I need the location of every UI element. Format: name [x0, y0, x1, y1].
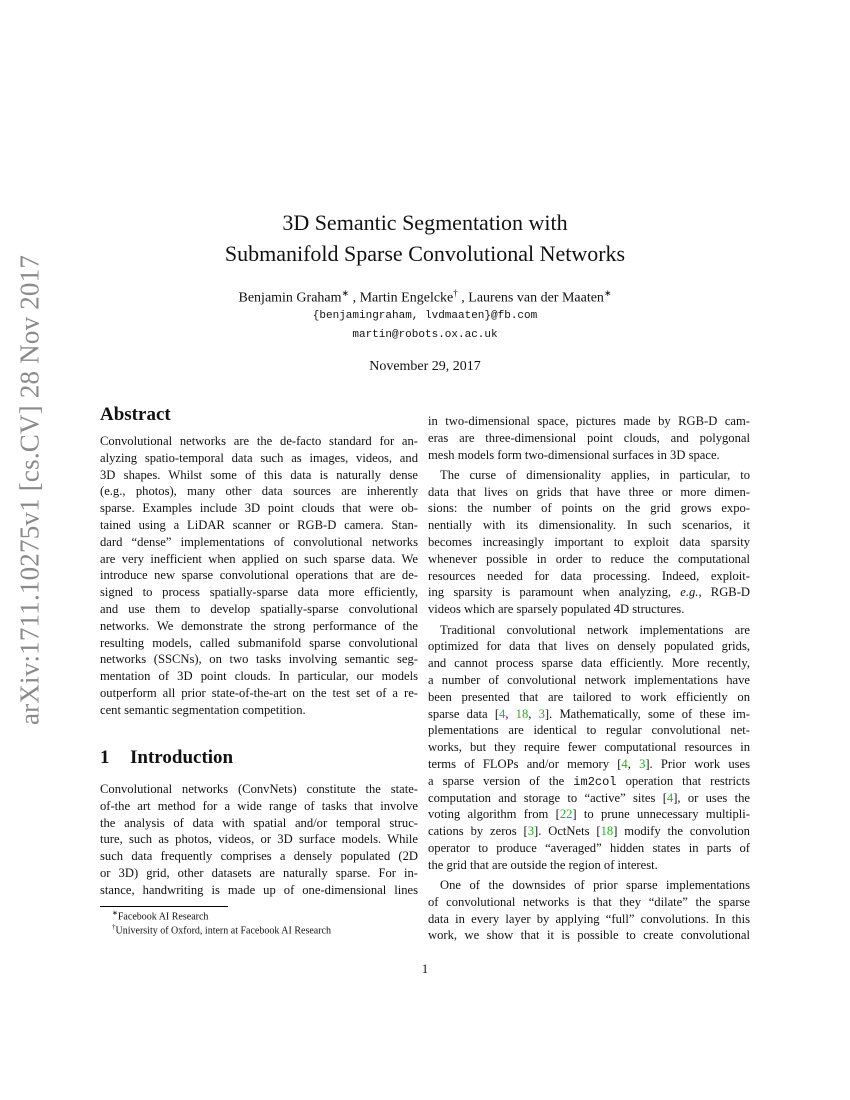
text-segment: Traditional convolutional network implementations are	[440, 622, 750, 637]
text-segment: operator to produce “averaged” hidden states in parts of	[428, 840, 750, 855]
text-line: (e.g., photos), many other data sources are inherently	[100, 484, 418, 499]
text-segment: voting algorithm from [	[428, 807, 560, 822]
italic-text: e.g.	[680, 585, 699, 600]
text-segment: operation that restricts	[616, 773, 750, 788]
text-line: tained using a LiDAR scanner or RGB-D camera. Stan-	[100, 517, 418, 532]
text-line	[428, 517, 750, 534]
text-segment: sparse data [	[428, 706, 500, 721]
text-segment: in two-dimensional space, pictures made by RGB-D cam-	[428, 414, 750, 428]
author-name: Benjamin Graham	[238, 290, 342, 306]
citation-link[interactable]: 18	[515, 706, 529, 721]
text-line	[428, 601, 750, 618]
footnote	[112, 923, 331, 936]
text-segment: ing sparsity is paramount when analyzing,	[428, 585, 681, 600]
text-segment: terms of FLOPs and/or memory [	[428, 756, 622, 771]
introduction-left-column	[100, 781, 418, 899]
citation-link[interactable]: 3	[527, 824, 534, 839]
text-line	[428, 467, 750, 484]
text-line: such data frequently comprises a densely populated (2D	[100, 849, 418, 864]
author-name: Martin Engelcke	[359, 290, 454, 306]
citation-link[interactable]: 18	[600, 824, 614, 839]
text-line: stance, handwriting is made up of one-dimensional lines	[100, 882, 418, 897]
section-heading-introduction	[100, 747, 233, 769]
text-line	[428, 622, 750, 639]
text-segment: work, we show that it is possible to create convolutional	[428, 928, 750, 943]
text-line	[428, 894, 750, 911]
text-segment: mesh models form two-dimensional surfaces in 3D space.	[428, 447, 720, 462]
text-segment: works, but they require fewer computational resources in	[428, 740, 750, 755]
text-segment: nentially with its dimensionality. In such scenarios, it	[428, 518, 750, 533]
text-line	[428, 584, 750, 601]
paragraph	[428, 877, 750, 944]
citation-link[interactable]: 3	[538, 706, 545, 721]
text-segment: and cannot process sparse data efficiently. More recently,	[428, 656, 750, 671]
paragraph	[428, 622, 750, 874]
text-line: or 3D) grid, other datasets are naturally sparse. For in-	[100, 865, 418, 880]
text-segment: been presented that are tailored to work efficiently on	[428, 689, 750, 704]
introduction-right-column	[428, 413, 750, 944]
text-line	[428, 551, 750, 568]
text-segment: eras are three-dimensional point clouds, and polygonal	[428, 430, 750, 445]
text-segment: One of the downsides of prior sparse implementations	[440, 878, 750, 893]
abstract-body	[100, 433, 418, 719]
text-segment: computation and storage to “active” sites [	[428, 790, 667, 805]
text-line	[428, 823, 750, 840]
text-segment: plementations are identical to regular convolutional net-	[428, 723, 750, 738]
text-segment: , RGB-D	[698, 585, 750, 600]
text-segment: becomes increasingly important to exploit data sparsity	[428, 535, 750, 550]
text-line: Convolutional networks are the de-facto standard for an-	[100, 434, 418, 448]
text-line: signed to process spatially-sparse data more efficiently,	[100, 585, 418, 600]
author-mark: ∗	[603, 288, 612, 298]
text-line: mentation of 3D point clouds. In particular, our models	[100, 669, 418, 684]
page-number: 1	[421, 962, 429, 976]
text-line	[428, 430, 750, 447]
text-segment: resources needed for data processing. Indeed, exploit-	[428, 568, 750, 583]
text-line: alyzing spatio-temporal data such as images, videos, and	[100, 450, 418, 465]
footnote-text: Facebook AI Research	[117, 911, 209, 923]
text-line	[428, 722, 750, 739]
text-line: are very inefficient when applied on such sparse data. We	[100, 551, 418, 566]
text-line: introduce new sparse convolutional operations that are de-	[100, 568, 418, 583]
text-line	[428, 500, 750, 517]
text-line: sparse. Examples include 3D point clouds that were ob-	[100, 501, 418, 516]
text-line: networks (SSCNs), on two tasks involving semantic seg-	[100, 652, 418, 667]
citation-link[interactable]: 4	[499, 706, 506, 721]
footnote	[112, 909, 208, 922]
text-segment: ]. Prior work uses	[645, 756, 751, 771]
text-segment: of convolutional networks is that they “dilate” the sparse	[428, 894, 750, 909]
text-segment: ] modify the convolution	[613, 824, 750, 839]
title-line-2: Submanifold Sparse Convolutional Networks	[224, 241, 626, 266]
text-line	[428, 706, 750, 723]
paragraph	[428, 467, 750, 618]
text-line: ture, such as photos, videos, or 3D surface models. While	[100, 832, 418, 847]
paragraph	[428, 413, 750, 463]
text-segment: ], or uses the	[673, 790, 750, 805]
text-line	[428, 413, 750, 430]
text-line	[428, 568, 750, 585]
text-line	[428, 806, 750, 823]
text-segment: videos which are sparsely populated 4D structures.	[428, 602, 685, 617]
text-line: the analysis of data with spatial and/or temporal struc-	[100, 815, 418, 830]
text-line: Convolutional networks (ConvNets) constitute the state-	[100, 782, 418, 796]
text-line	[428, 534, 750, 551]
text-line	[428, 877, 750, 894]
text-line	[428, 484, 750, 501]
footnote-rule	[100, 906, 228, 907]
text-segment: The curse of dimensionality applies, in particular, to	[440, 467, 750, 482]
text-line: cent semantic segmentation competition.	[100, 702, 306, 717]
text-line: 3D shapes. Whilst some of this data is naturally dense	[100, 467, 418, 482]
text-segment: optimized for data that lives on densely populated grids,	[428, 639, 750, 654]
text-line: dard “dense” implementations of convolutional networks	[100, 534, 418, 549]
text-line	[428, 773, 750, 790]
text-segment: ]. Mathematically, some of these im-	[544, 706, 750, 721]
text-segment: ] to prune unnecessary multipli-	[572, 807, 750, 822]
text-segment: data that lives on grids that have three or more dimen-	[428, 484, 750, 499]
text-segment: cations by zeros [	[428, 824, 528, 839]
text-line	[428, 447, 750, 464]
text-line	[428, 638, 750, 655]
inline-code: im2col	[573, 774, 617, 789]
citation-link[interactable]: 3	[639, 756, 646, 771]
text-line: of-the art method for a wide range of tasks that involve	[100, 798, 418, 813]
text-segment: ,	[627, 756, 640, 771]
paper-date: November 29, 2017	[369, 359, 481, 374]
paper-title	[0, 207, 850, 269]
text-line	[428, 857, 750, 874]
footnote-mark: †	[112, 923, 116, 931]
citation-link[interactable]: 22	[559, 807, 573, 822]
author-name: Laurens van der Maaten	[468, 290, 604, 306]
text-line	[428, 756, 750, 773]
footnote-text: University of Oxford, intern at Facebook AI Research	[115, 925, 331, 937]
text-line	[428, 840, 750, 857]
citation-link[interactable]: 4	[621, 756, 628, 771]
section-number: 1	[100, 747, 110, 768]
text-line	[428, 927, 750, 944]
text-line: networks. We demonstrate the strong performance of the	[100, 618, 418, 633]
text-segment: ,	[528, 706, 539, 721]
text-line	[428, 739, 750, 756]
citation-link[interactable]: 4	[666, 790, 674, 805]
section-title: Introduction	[130, 747, 234, 768]
author-list: Benjamin Graham∗ , Martin Engelcke† , Laurens van der Maaten∗	[238, 288, 612, 306]
text-segment: the grid that are outside the region of interest.	[428, 857, 658, 872]
text-line: outperform all prior state-of-the-art on the test set of a re-	[100, 685, 418, 700]
text-segment: a sparse version of the	[428, 773, 574, 788]
author-email: martin@robots.ox.ac.uk	[352, 329, 498, 341]
text-segment: a number of convolutional network implementations have	[428, 672, 750, 687]
text-segment: ,	[505, 706, 516, 721]
text-segment: sions: the number of points on the grid grows expo-	[428, 501, 750, 516]
text-line: and use them to develop spatially-sparse convolutional	[100, 601, 418, 616]
text-segment: ]. OctNets [	[534, 824, 601, 839]
text-segment: data in every layer by applying “full” convolutions. In this	[428, 911, 750, 926]
text-line	[428, 790, 750, 807]
text-line: resulting models, called submanifold sparse convolutional	[100, 635, 418, 650]
footnote-mark: ∗	[112, 909, 118, 917]
author-email: {benjamingraham, lvdmaaten}@fb.com	[312, 310, 538, 322]
text-line	[428, 672, 750, 689]
abstract-heading: Abstract	[100, 404, 171, 425]
author-mark: †	[453, 288, 458, 298]
arxiv-stamp-text: arXiv:1711.10275v1 [cs.CV] 28 Nov 2017	[14, 254, 45, 726]
text-segment: whenever possible in order to reduce the computational	[428, 551, 750, 566]
text-line	[428, 655, 750, 672]
title-line-1: 3D Semantic Segmentation with	[282, 210, 568, 235]
author-mark: ∗	[341, 288, 350, 298]
text-line	[428, 689, 750, 706]
text-line	[428, 911, 750, 928]
